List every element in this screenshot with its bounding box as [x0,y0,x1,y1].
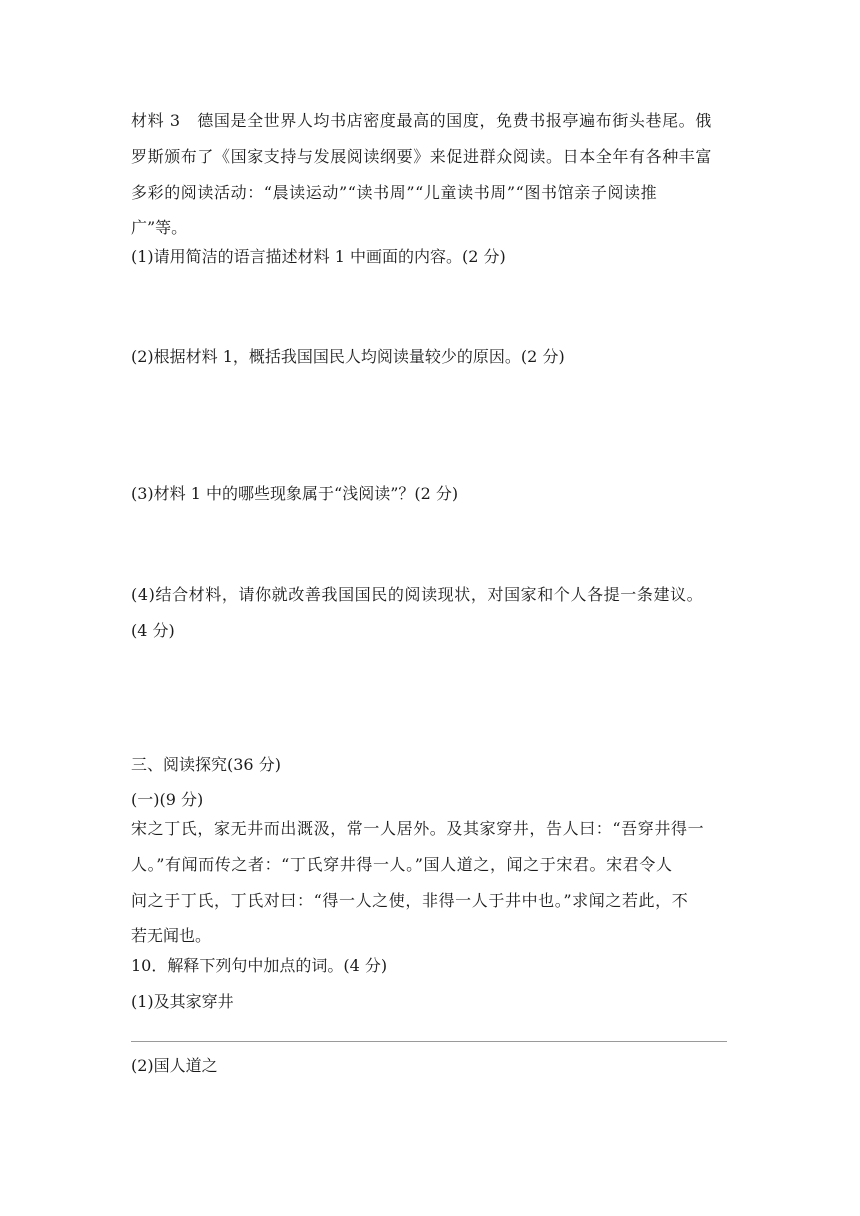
passage-line-3: 问之于丁氏，丁氏对曰：“得一人之使，非得一人于井中也。”求闻之若此，不 [131,891,689,910]
passage-line-4: 若无闻也。 [131,926,212,945]
material3-line-4: 广”等。 [131,218,188,237]
question-2: (2)根据材料 1，概括我国国民人均阅读量较少的原因。(2 分) [131,347,565,366]
question-4-line-1: (4)结合材料，请你就改善我国国民的阅读现状，对国家和个人各提一条建议。 [131,585,704,604]
question-1: (1)请用简洁的语言描述材料 1 中画面的内容。(2 分) [131,247,506,266]
material3-line-2: 罗斯颁布了《国家支持与发展阅读纲要》来促进群众阅读。日本全年有各种丰富 [131,147,713,166]
question-10: 10．解释下列句中加点的词。(4 分) [131,956,388,975]
question-4-line-2: (4 分) [131,621,175,640]
question-10-1: (1)及其家穿井 [131,992,234,1011]
passage-line-2: 人。”有闻而传之者：“丁氏穿井得一人。”国人道之，闻之于宋君。宋君令人 [131,855,673,874]
section-3-heading: 三、阅读探究(36 分) [131,755,281,774]
passage-line-1: 宋之丁氏，家无井而出溉汲，常一人居外。及其家穿井，告人曰：“吾穿井得一 [131,819,705,838]
part-1-heading: (一)(9 分) [131,790,204,809]
question-10-2: (2)国人道之 [131,1056,218,1075]
question-3: (3)材料 1 中的哪些现象属于“浅阅读”？(2 分) [131,484,459,503]
answer-line [131,1041,727,1042]
material3-line-1: 材料 3 德国是全世界人均书店密度最高的国度，免费书报亭遍布街头巷尾。俄 [131,111,712,130]
material3-line-3: 多彩的阅读活动：“晨读运动”“读书周”“儿童读书周”“图书馆亲子阅读推 [131,183,658,202]
